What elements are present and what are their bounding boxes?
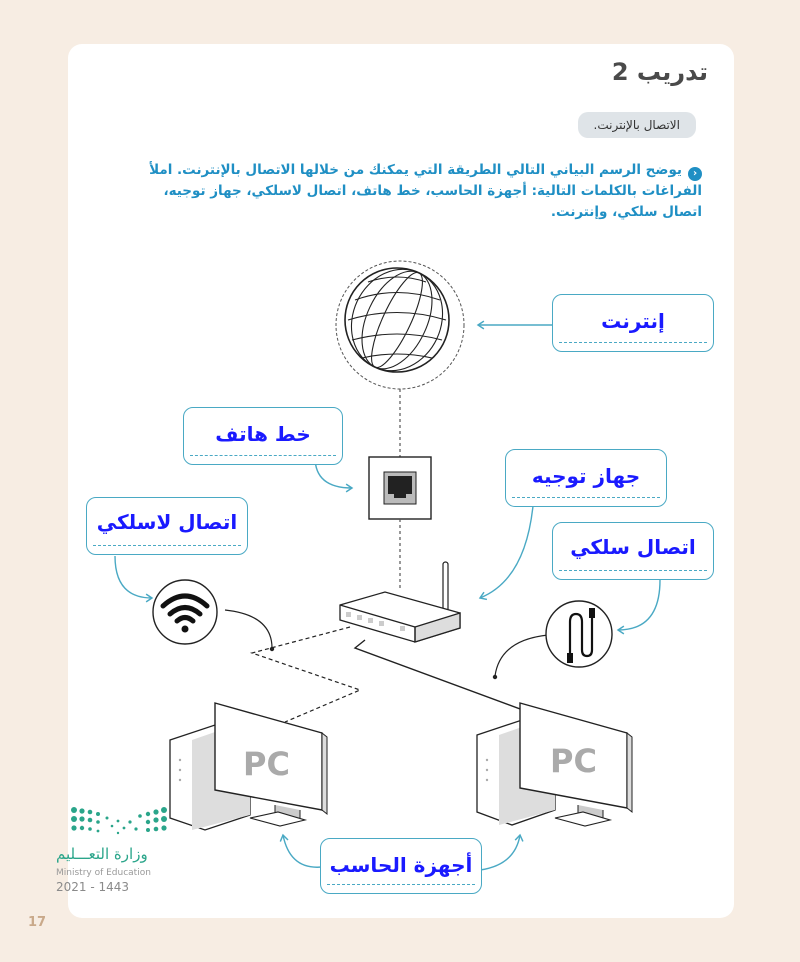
wifi-icon (153, 580, 217, 644)
page-number: 17 (28, 915, 47, 930)
label-phone-line-text: خط هاتف (215, 422, 311, 446)
label-phone-line[interactable] (183, 407, 343, 465)
cable-icon (546, 601, 612, 667)
label-wireless[interactable] (86, 497, 248, 555)
label-wired[interactable] (552, 522, 714, 580)
computer-right-icon (477, 703, 632, 826)
academic-year: 2021 - 1443 (56, 880, 130, 894)
topic-pill: الاتصال بالإنترنت. (578, 112, 696, 138)
chevron-left-circle-icon: ‹ (688, 167, 702, 181)
label-computers-text: أجهزة الحاسب (329, 853, 473, 877)
ministry-name-en: Ministry of Education (56, 868, 151, 878)
pc-label-left: PC (243, 745, 290, 783)
label-internet-text: إنترنت (601, 309, 665, 333)
page-title: تدريب 2 (611, 58, 708, 86)
label-internet[interactable] (552, 294, 714, 352)
phone-jack-icon (369, 457, 431, 519)
label-computers[interactable] (320, 838, 482, 894)
ministry-name-ar: وزارة التعـــليم (56, 845, 148, 863)
label-wireless-text: اتصال لاسلكي (96, 510, 238, 534)
pc-label-right: PC (550, 742, 597, 780)
label-router-text: جهاز توجيه (531, 464, 641, 488)
ministry-logo-icon (52, 800, 202, 845)
globe-icon (335, 254, 464, 389)
label-router[interactable] (505, 449, 667, 507)
label-wired-text: اتصال سلكي (570, 535, 696, 559)
instructions-text: يوضح الرسم البياني التالي الطريقة التي يمكنك من خلالها الاتصال بالإنترنت. املأ الفراغات بالكلمات التالية: أجهزة الحاسب، خط هاتف، اتصال لاسلكي، جهاز توجيه، اتصال سلكي، وإنترنت. (149, 162, 702, 220)
